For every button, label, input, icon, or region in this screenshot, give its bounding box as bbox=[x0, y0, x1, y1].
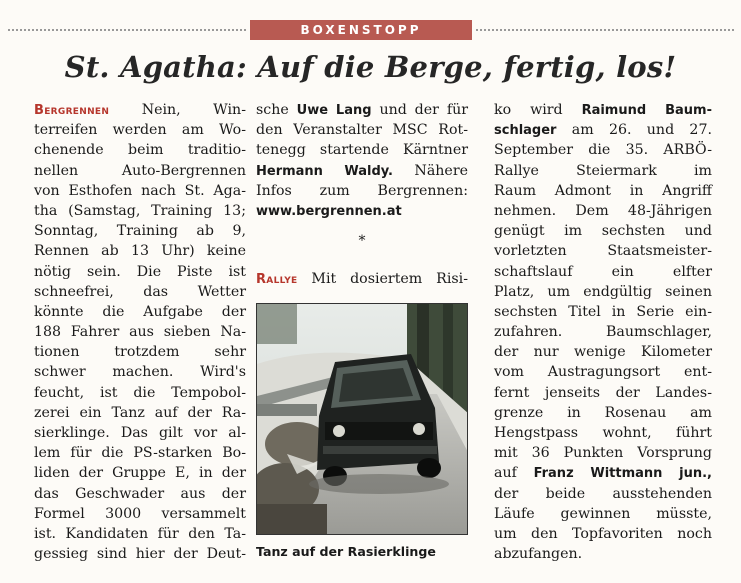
dotted-rule-left bbox=[8, 29, 246, 31]
col1-line-0: Bergrennen Nein, Win- bbox=[34, 102, 246, 118]
col3-line: Platz, um endgültig seinen bbox=[494, 283, 712, 300]
col3-line: Läufe gewinnen müsste, bbox=[494, 505, 712, 522]
col3-line: Hengstpass wohnt, führt bbox=[494, 425, 712, 441]
col2-line: Rallye Mit dosiertem Risi- bbox=[256, 271, 468, 288]
col3-line: ko wird Raimund Baum- bbox=[494, 102, 712, 118]
col1-line: Sonntag, Training ab 9, bbox=[34, 223, 246, 240]
col1-line: könnte die Aufgabe der bbox=[34, 303, 246, 320]
person-name: Hermann Waldy. bbox=[256, 163, 393, 179]
col3-line: grenze in Rosenau am bbox=[494, 404, 712, 421]
col2-line: Hermann Waldy. Nähere bbox=[256, 162, 468, 179]
col3-line: schaftslauf ein elfter bbox=[494, 263, 712, 280]
person-name: Franz Wittmann jun., bbox=[533, 466, 712, 482]
col1-line: tha (Samstag, Training 13; bbox=[34, 202, 246, 219]
col2-line: den Veranstalter MSC Rot- bbox=[256, 122, 468, 139]
col3-line: vom Austragungsort ent- bbox=[494, 364, 712, 381]
website-link[interactable]: www.bergrennen.at bbox=[256, 203, 402, 219]
col3-line: September die 35. ARBÖ- bbox=[494, 142, 712, 159]
col3-line: schlager am 26. und 27. bbox=[494, 122, 712, 139]
dotted-rule-right bbox=[476, 29, 734, 31]
col1-line: Rennen ab 13 Uhr) keine bbox=[34, 243, 246, 260]
col3-line: auf Franz Wittmann jun., bbox=[494, 465, 712, 482]
col1-line: liden der Gruppe E, in der bbox=[34, 465, 246, 482]
column-3 bbox=[494, 100, 712, 564]
col1-line: schneefrei, das Wetter bbox=[34, 283, 246, 300]
col1-line: nötig sein. Die Piste ist bbox=[34, 263, 246, 280]
col1-line: von Esthofen nach St. Aga- bbox=[34, 182, 246, 199]
person-name: Raimund Baum- bbox=[581, 103, 712, 118]
col1-line: chenende beim traditio- bbox=[34, 142, 246, 159]
rallye-label: Rallye bbox=[256, 272, 298, 288]
col3-line: der nur wenige Kilometer bbox=[494, 344, 712, 361]
col3-line: um den Topfavoriten noch bbox=[494, 525, 712, 542]
col1-line: lem für die PS-starken Bo- bbox=[34, 445, 246, 462]
col3-line: vorletzten Staatsmeister- bbox=[494, 243, 712, 260]
col1-line: 188 Fahrer aus sieben Na- bbox=[34, 324, 246, 341]
col1-line: ist. Kandidaten für den Ta- bbox=[34, 525, 246, 542]
col2-line: tenegg startende Kärntner bbox=[256, 142, 468, 159]
col1-line: feucht, ist die Tempobol- bbox=[34, 384, 246, 401]
column-2 bbox=[256, 100, 468, 289]
section-kicker: BOXENSTOPP bbox=[250, 20, 472, 40]
col1-line: schwer machen. Wird's bbox=[34, 364, 246, 381]
col3-line: genügt im sechsten und bbox=[494, 223, 712, 240]
col2-line: Infos zum Bergrennen: bbox=[256, 182, 468, 199]
col2-line bbox=[256, 201, 468, 221]
col3-line: der beide ausstehenden bbox=[494, 485, 712, 502]
bergrennen-label: Bergrennen bbox=[34, 103, 110, 118]
column-1 bbox=[34, 100, 246, 564]
person-name: Uwe Lang bbox=[296, 103, 372, 118]
col1-line: sierklinge. Das gilt vor al- bbox=[34, 425, 246, 441]
col3-line: sechsten Titel in Serie ein- bbox=[494, 303, 712, 320]
col3-line: zufahren. Baumschlager, bbox=[494, 324, 712, 341]
col1-line: Formel 3000 versammelt bbox=[34, 505, 246, 522]
col3-line: fernt jenseits der Landes- bbox=[494, 384, 712, 401]
separator-star: * bbox=[358, 233, 366, 249]
col3-line: nehmen. Dem 48-Jährigen bbox=[494, 202, 712, 219]
photo-illustration bbox=[257, 304, 468, 535]
headline: St. Agatha: Auf die Berge, fertig, los! bbox=[64, 50, 677, 84]
col3-line: Rallye Steiermark im bbox=[494, 162, 712, 179]
col1-line: das Geschwader aus der bbox=[34, 485, 246, 502]
person-name: schlager bbox=[494, 123, 557, 139]
col1-line: nellen Auto-Bergrennen bbox=[34, 162, 246, 179]
photo-caption: Tanz auf der Rasierklinge bbox=[256, 544, 436, 559]
col1-line: zerei ein Tanz auf der Ra- bbox=[34, 404, 246, 421]
col3-line: Raum Admont in Angriff bbox=[494, 182, 712, 199]
col2-line: sche Uwe Lang und der für bbox=[256, 102, 468, 118]
col1-line: gessieg sind hier der Deut- bbox=[34, 546, 246, 563]
col3-line: mit 36 Punkten Vorsprung bbox=[494, 445, 712, 462]
rally-car-photo bbox=[256, 303, 468, 535]
col1-line: terreifen werden am Wo- bbox=[34, 122, 246, 139]
col1-line: tionen trotzdem sehr bbox=[34, 344, 246, 361]
col3-line: abzufangen. bbox=[494, 546, 583, 563]
